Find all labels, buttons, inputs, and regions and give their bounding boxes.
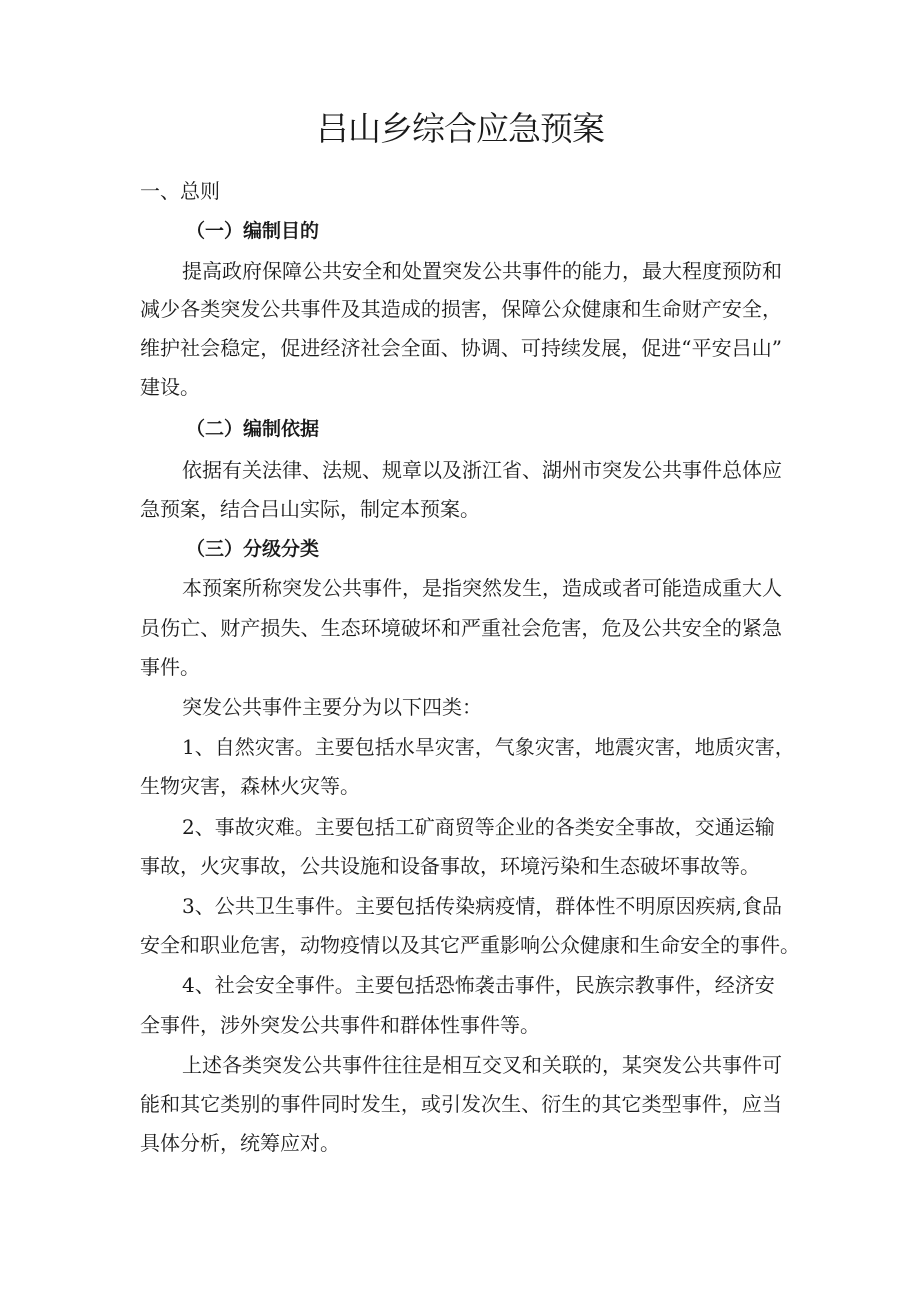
- paragraph-line: 能和其它类别的事件同时发生，或引发次生、衍生的其它类型事件，应当: [140, 1092, 782, 1116]
- list-item: 1、自然灾害。主要包括水旱灾害，气象灾害，地震灾害，地质灾害，: [182, 735, 795, 759]
- paragraph-line: 减少各类突发公共事件及其造成的损害，保障公众健康和生命财产安全，: [140, 297, 782, 321]
- section-heading-general: 一、总则: [140, 179, 220, 203]
- paragraph-line: 事件。: [140, 655, 200, 679]
- paragraph-line: 具体分析，统筹应对。: [140, 1131, 340, 1155]
- subsection-heading-classification: （三）分级分类: [186, 538, 320, 560]
- list-item: 4、社会安全事件。主要包括恐怖袭击事件，民族宗教事件，经济安: [182, 973, 775, 997]
- paragraph-line: 员伤亡、财产损失、生态环境破坏和严重社会危害，危及公共安全的紧急: [140, 616, 782, 640]
- subsection-heading-basis: （二）编制依据: [186, 418, 320, 440]
- paragraph-line: 急预案，结合吕山实际，制定本预案。: [140, 497, 480, 521]
- paragraph-line: 建设。: [140, 375, 200, 399]
- list-item-continuation: 安全和职业危害，动物疫情以及其它严重影响公众健康和生命安全的事件。: [140, 933, 800, 957]
- subsection-heading-purpose: （一）编制目的: [186, 220, 320, 242]
- list-item-continuation: 事故，火灾事故，公共设施和设备事故，环境污染和生态破坏事故等。: [140, 854, 760, 878]
- paragraph-line: 依据有关法律、法规、规章以及浙江省、湖州市突发公共事件总体应: [182, 458, 782, 482]
- paragraph-line: 提高政府保障公共安全和处置突发公共事件的能力，最大程度预防和: [182, 259, 782, 283]
- document-title: 吕山乡综合应急预案: [316, 109, 604, 148]
- list-item: 3、公共卫生事件。主要包括传染病疫情，群体性不明原因疾病,食品: [182, 894, 782, 918]
- paragraph-line: 突发公共事件主要分为以下四类：: [182, 695, 482, 719]
- list-item-continuation: 生物灾害，森林火灾等。: [140, 774, 360, 798]
- list-item: 2、事故灾难。主要包括工矿商贸等企业的各类安全事故，交通运输: [182, 815, 775, 839]
- paragraph-line: 上述各类突发公共事件往往是相互交叉和关联的，某突发公共事件可: [182, 1053, 782, 1077]
- paragraph-line: 本预案所称突发公共事件，是指突然发生，造成或者可能造成重大人: [182, 576, 782, 600]
- paragraph-line: 维护社会稳定，促进经济社会全面、协调、可持续发展，促进“平安吕山”: [140, 336, 782, 360]
- list-item-continuation: 全事件，涉外突发公共事件和群体性事件等。: [140, 1013, 540, 1037]
